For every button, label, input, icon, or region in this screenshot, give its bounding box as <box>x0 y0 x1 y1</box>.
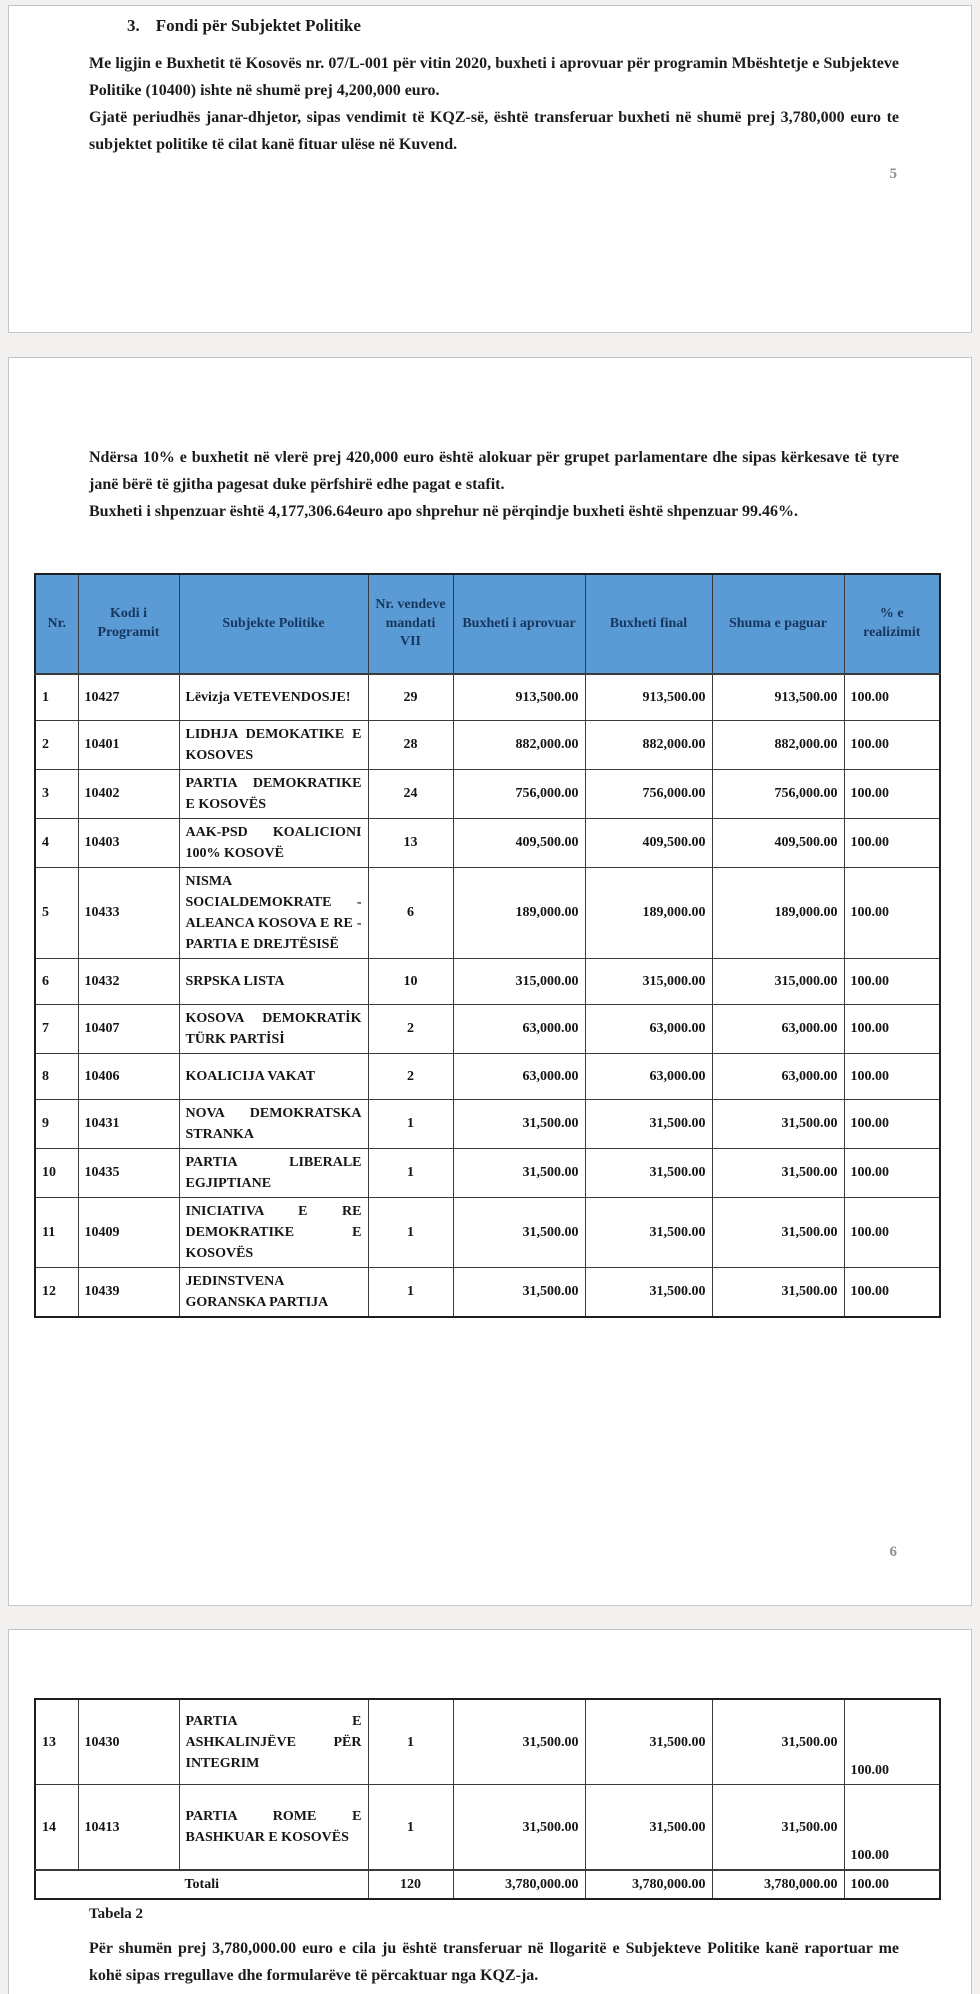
total-realizimi: 100.00 <box>844 1870 940 1899</box>
cell-kodi-programit: 10407 <box>78 1004 179 1053</box>
cell-nr: 13 <box>35 1699 78 1785</box>
section-heading <box>9 6 971 36</box>
table-row <box>35 674 940 720</box>
cell-subjekti-politik: AAK-PSD KOALICIONI 100% KOSOVË <box>179 818 368 867</box>
cell-buxheti-aprovuar: 31,500.00 <box>453 1148 585 1197</box>
paragraph: Buxheti i shpenzuar është 4,177,306.64euro apo shprehur në përqindje buxheti është shpenzuar 99.46%. <box>89 503 798 520</box>
cell-realizimi: 100.00 <box>844 1053 940 1099</box>
cell-nr-vendeve: 2 <box>368 1053 453 1099</box>
cell-buxheti-final: 63,000.00 <box>585 1053 712 1099</box>
cell-shuma-paguar: 756,000.00 <box>712 769 844 818</box>
header-nr-vendeve: Nr. vendeve mandati VII <box>368 574 453 674</box>
political-parties-funding-table-continued <box>34 1698 941 1900</box>
cell-nr: 1 <box>35 674 78 720</box>
cell-buxheti-aprovuar: 409,500.00 <box>453 818 585 867</box>
cell-shuma-paguar: 63,000.00 <box>712 1053 844 1099</box>
table-row <box>35 769 940 818</box>
cell-realizimi: 100.00 <box>844 674 940 720</box>
cell-shuma-paguar: 315,000.00 <box>712 958 844 1004</box>
cell-kodi-programit: 10435 <box>78 1148 179 1197</box>
table-row <box>35 1004 940 1053</box>
cell-subjekti-politik: JEDINSTVENA GORANSKA PARTIJA <box>179 1267 368 1317</box>
table-body <box>35 1699 940 1870</box>
cell-realizimi: 100.00 <box>844 958 940 1004</box>
cell-kodi-programit: 10432 <box>78 958 179 1004</box>
table-body <box>35 674 940 1317</box>
cell-buxheti-final: 756,000.00 <box>585 769 712 818</box>
header-subjekte-politike: Subjekte Politike <box>179 574 368 674</box>
cell-nr-vendeve: 1 <box>368 1197 453 1267</box>
cell-shuma-paguar: 63,000.00 <box>712 1004 844 1053</box>
cell-nr: 12 <box>35 1267 78 1317</box>
cell-subjekti-politik: KOSOVA DEMOKRATİK TÜRK PARTİSİ <box>179 1004 368 1053</box>
cell-kodi-programit: 10439 <box>78 1267 179 1317</box>
cell-buxheti-aprovuar: 31,500.00 <box>453 1197 585 1267</box>
page-number: 6 <box>889 1544 897 1560</box>
cell-nr-vendeve: 28 <box>368 720 453 769</box>
header-nr: Nr. <box>35 574 78 674</box>
header-buxheti-final: Buxheti final <box>585 574 712 674</box>
cell-realizimi: 100.00 <box>844 867 940 958</box>
paragraph: Ndërsa 10% e buxhetit në vlerë prej 420,000 euro është alokuar për grupet parlamentare dhe sipas kërkesave të tyre janë bërë të gjitha pagesat duke përfshirë edhe pagat e stafit. <box>89 449 899 493</box>
cell-kodi-programit: 10413 <box>78 1785 179 1871</box>
cell-buxheti-final: 31,500.00 <box>585 1197 712 1267</box>
cell-subjekti-politik: NOVA DEMOKRATSKA STRANKA <box>179 1099 368 1148</box>
cell-nr-vendeve: 1 <box>368 1099 453 1148</box>
table-row <box>35 1785 940 1871</box>
paragraph: Për shumën prej 3,780,000.00 euro e cila ju është transferuar në llogaritë e Subjekteve Politike kanë raportuar me kohë sipas rregullave dhe formularëve të përcaktuar nga KQZ-ja. <box>89 1940 899 1984</box>
cell-buxheti-aprovuar: 189,000.00 <box>453 867 585 958</box>
cell-realizimi: 100.00 <box>844 1699 940 1785</box>
cell-nr-vendeve: 1 <box>368 1148 453 1197</box>
cell-subjekti-politik: KOALICIJA VAKAT <box>179 1053 368 1099</box>
cell-buxheti-aprovuar: 882,000.00 <box>453 720 585 769</box>
cell-realizimi: 100.00 <box>844 1004 940 1053</box>
political-parties-funding-table <box>34 573 941 1318</box>
table-row <box>35 1099 940 1148</box>
cell-shuma-paguar: 409,500.00 <box>712 818 844 867</box>
table-caption: Tabela 2 <box>89 1906 144 1922</box>
cell-realizimi: 100.00 <box>844 1197 940 1267</box>
total-vende: 120 <box>368 1870 453 1899</box>
table-row <box>35 1053 940 1099</box>
cell-nr: 6 <box>35 958 78 1004</box>
document-page-7 <box>8 1629 972 1994</box>
table-row <box>35 1148 940 1197</box>
cell-nr: 11 <box>35 1197 78 1267</box>
total-shuma-paguar: 3,780,000.00 <box>712 1870 844 1899</box>
cell-subjekti-politik: LIDHJA DEMOKATIKE E KOSOVES <box>179 720 368 769</box>
cell-nr: 4 <box>35 818 78 867</box>
cell-shuma-paguar: 31,500.00 <box>712 1699 844 1785</box>
cell-realizimi: 100.00 <box>844 1099 940 1148</box>
cell-subjekti-politik: PARTIA ROME E BASHKUAR E KOSOVËS <box>179 1785 368 1871</box>
cell-nr-vendeve: 24 <box>368 769 453 818</box>
cell-shuma-paguar: 31,500.00 <box>712 1197 844 1267</box>
cell-realizimi: 100.00 <box>844 769 940 818</box>
cell-buxheti-final: 315,000.00 <box>585 958 712 1004</box>
table-header-row <box>35 574 940 674</box>
paragraph: Me ligjin e Buxhetit të Kosovës nr. 07/L-001 për vitin 2020, buxheti i aprovuar për programin Mbështetje e Subjekteve Politike (10400) ishte në shumë prej 4,200,000 euro. <box>89 55 899 99</box>
cell-buxheti-aprovuar: 31,500.00 <box>453 1699 585 1785</box>
cell-shuma-paguar: 189,000.00 <box>712 867 844 958</box>
cell-nr: 14 <box>35 1785 78 1871</box>
total-buxheti-final: 3,780,000.00 <box>585 1870 712 1899</box>
cell-kodi-programit: 10433 <box>78 867 179 958</box>
header-perqindja-realizimit: % e realizimit <box>844 574 940 674</box>
cell-realizimi: 100.00 <box>844 1148 940 1197</box>
cell-shuma-paguar: 882,000.00 <box>712 720 844 769</box>
cell-nr: 7 <box>35 1004 78 1053</box>
document-page-5 <box>8 5 972 333</box>
cell-nr: 10 <box>35 1148 78 1197</box>
cell-subjekti-politik: Lëvizja VETEVENDOSJE! <box>179 674 368 720</box>
cell-buxheti-aprovuar: 63,000.00 <box>453 1004 585 1053</box>
document-page-6 <box>8 357 972 1606</box>
cell-nr: 5 <box>35 867 78 958</box>
cell-subjekti-politik: PARTIA DEMOKRATIKE E KOSOVËS <box>179 769 368 818</box>
cell-nr: 2 <box>35 720 78 769</box>
cell-buxheti-final: 31,500.00 <box>585 1785 712 1871</box>
cell-buxheti-final: 31,500.00 <box>585 1148 712 1197</box>
cell-buxheti-final: 913,500.00 <box>585 674 712 720</box>
total-buxheti-aprovuar: 3,780,000.00 <box>453 1870 585 1899</box>
cell-nr: 9 <box>35 1099 78 1148</box>
cell-shuma-paguar: 31,500.00 <box>712 1785 844 1871</box>
cell-subjekti-politik: PARTIA E ASHKALINJËVE PËR INTEGRIM <box>179 1699 368 1785</box>
cell-subjekti-politik: NISMA SOCIALDEMOKRATE - ALEANCA KOSOVA E RE - PARTIA E DREJTËSISË <box>179 867 368 958</box>
table-row <box>35 1267 940 1317</box>
cell-subjekti-politik: SRPSKA LISTA <box>179 958 368 1004</box>
cell-realizimi: 100.00 <box>844 720 940 769</box>
table-row <box>35 1197 940 1267</box>
cell-kodi-programit: 10406 <box>78 1053 179 1099</box>
cell-nr-vendeve: 13 <box>368 818 453 867</box>
cell-buxheti-final: 409,500.00 <box>585 818 712 867</box>
cell-buxheti-final: 31,500.00 <box>585 1267 712 1317</box>
table-total-body <box>35 1870 940 1899</box>
table-row <box>35 958 940 1004</box>
cell-nr-vendeve: 1 <box>368 1785 453 1871</box>
cell-nr-vendeve: 1 <box>368 1267 453 1317</box>
header-kodi-programit: Kodi i Programit <box>78 574 179 674</box>
cell-kodi-programit: 10402 <box>78 769 179 818</box>
cell-realizimi: 100.00 <box>844 818 940 867</box>
cell-buxheti-final: 63,000.00 <box>585 1004 712 1053</box>
cell-subjekti-politik: PARTIA LIBERALE EGJIPTIANE <box>179 1148 368 1197</box>
header-buxheti-aprovuar: Buxheti i aprovuar <box>453 574 585 674</box>
cell-buxheti-aprovuar: 315,000.00 <box>453 958 585 1004</box>
cell-kodi-programit: 10409 <box>78 1197 179 1267</box>
cell-buxheti-aprovuar: 31,500.00 <box>453 1267 585 1317</box>
cell-realizimi: 100.00 <box>844 1267 940 1317</box>
cell-kodi-programit: 10430 <box>78 1699 179 1785</box>
cell-nr-vendeve: 29 <box>368 674 453 720</box>
paragraph: Gjatë periudhës janar-dhjetor, sipas vendimit të KQZ-së, është transferuar buxheti në shumë prej 3,780,000 euro te subjektet politike të cilat kanë fituar ulëse në Kuvend. <box>89 109 899 153</box>
cell-buxheti-aprovuar: 913,500.00 <box>453 674 585 720</box>
cell-buxheti-final: 882,000.00 <box>585 720 712 769</box>
heading-text: Fondi për Subjektet Politike <box>155 16 361 35</box>
cell-nr-vendeve: 2 <box>368 1004 453 1053</box>
total-label: Totali <box>35 1870 368 1899</box>
heading-number: 3. <box>127 16 140 35</box>
cell-shuma-paguar: 31,500.00 <box>712 1148 844 1197</box>
cell-buxheti-aprovuar: 63,000.00 <box>453 1053 585 1099</box>
cell-buxheti-aprovuar: 756,000.00 <box>453 769 585 818</box>
cell-shuma-paguar: 31,500.00 <box>712 1099 844 1148</box>
cell-nr-vendeve: 6 <box>368 867 453 958</box>
cell-subjekti-politik: INICIATIVA E RE DEMOKRATIKE E KOSOVËS <box>179 1197 368 1267</box>
cell-nr: 3 <box>35 769 78 818</box>
cell-kodi-programit: 10427 <box>78 674 179 720</box>
cell-nr-vendeve: 10 <box>368 958 453 1004</box>
cell-buxheti-final: 31,500.00 <box>585 1699 712 1785</box>
cell-shuma-paguar: 913,500.00 <box>712 674 844 720</box>
cell-buxheti-aprovuar: 31,500.00 <box>453 1785 585 1871</box>
table-total-row <box>35 1870 940 1899</box>
cell-shuma-paguar: 31,500.00 <box>712 1267 844 1317</box>
cell-kodi-programit: 10403 <box>78 818 179 867</box>
cell-buxheti-final: 189,000.00 <box>585 867 712 958</box>
cell-nr-vendeve: 1 <box>368 1699 453 1785</box>
cell-buxheti-aprovuar: 31,500.00 <box>453 1099 585 1148</box>
cell-buxheti-final: 31,500.00 <box>585 1099 712 1148</box>
cell-kodi-programit: 10401 <box>78 720 179 769</box>
cell-nr: 8 <box>35 1053 78 1099</box>
table-row <box>35 1699 940 1785</box>
page-number: 5 <box>889 166 897 182</box>
cell-realizimi: 100.00 <box>844 1785 940 1871</box>
table-row <box>35 818 940 867</box>
table-row <box>35 867 940 958</box>
cell-kodi-programit: 10431 <box>78 1099 179 1148</box>
table-row <box>35 720 940 769</box>
header-shuma-paguar: Shuma e paguar <box>712 574 844 674</box>
